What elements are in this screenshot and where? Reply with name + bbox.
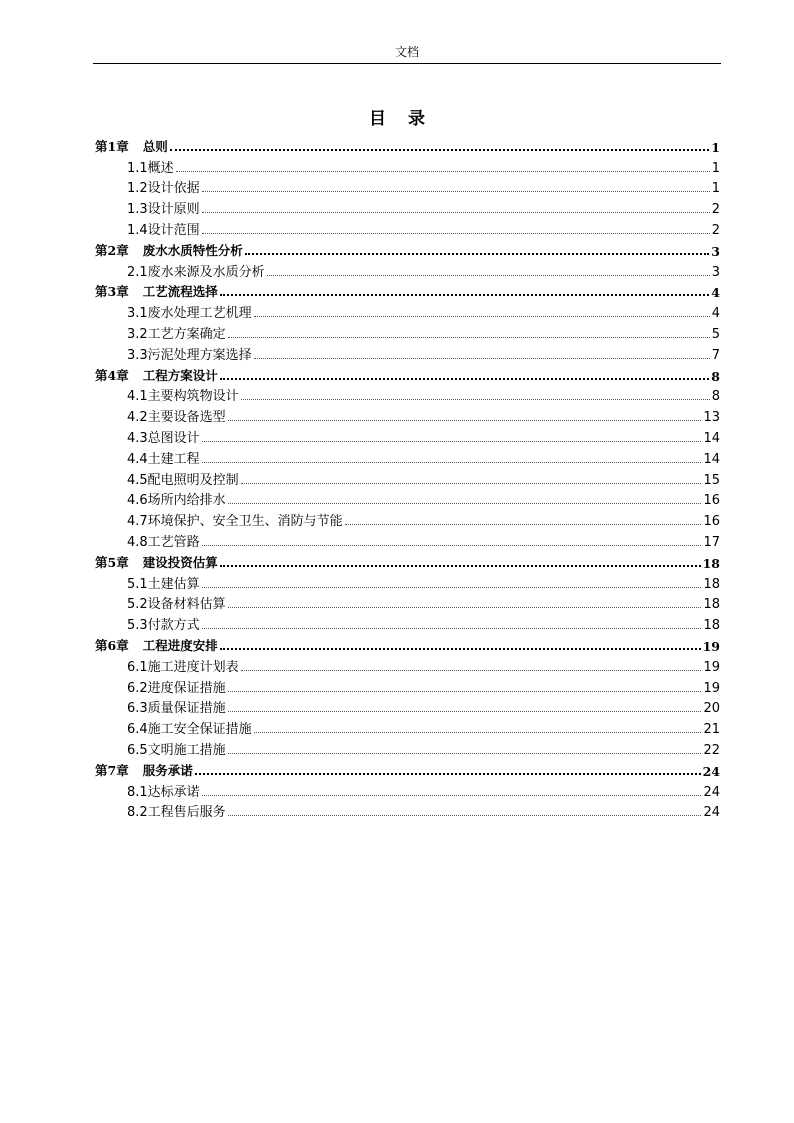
toc-page-number: 5 <box>711 326 720 342</box>
toc-dot-leader <box>220 294 710 296</box>
toc-section-entry[interactable] <box>95 196 720 217</box>
toc-dot-leader <box>228 753 702 754</box>
toc-entry-title: 1.4设计范围 <box>127 222 200 238</box>
toc-entry-title: 4.6场所内给排水 <box>127 493 226 509</box>
toc-entry-title: 4.8工艺管路 <box>127 534 200 550</box>
toc-section-entry[interactable] <box>95 592 720 613</box>
toc-page-number: 2 <box>711 222 720 238</box>
toc-dot-leader <box>202 795 702 796</box>
toc-page-number: 19 <box>702 638 720 654</box>
toc-page-number: 14 <box>703 451 720 467</box>
toc-section-entry[interactable] <box>95 696 720 717</box>
toc-dot-leader <box>170 149 710 151</box>
toc-section-entry[interactable] <box>95 508 720 529</box>
toc-dot-leader <box>228 503 702 504</box>
toc-page-number: 7 <box>711 347 720 363</box>
toc-dot-leader <box>195 773 701 775</box>
toc-page-number: 18 <box>703 618 720 634</box>
toc-chapter-number: 第6章 <box>95 637 129 653</box>
toc-page-number: 22 <box>703 742 720 758</box>
toc-page-number: 1 <box>711 160 720 176</box>
toc-chapter-entry[interactable] <box>95 758 720 779</box>
toc-dot-leader <box>245 253 710 255</box>
toc-dot-leader <box>228 815 702 816</box>
toc-page-number: 4 <box>711 285 720 301</box>
toc-entry-title: 8.1达标承诺 <box>127 784 200 800</box>
toc-entry-title: 6.3质量保证措施 <box>127 701 226 717</box>
toc-dot-leader <box>228 420 702 421</box>
toc-page-number: 8 <box>711 368 720 384</box>
toc-page-number: 19 <box>703 680 720 696</box>
toc-dot-leader <box>254 316 710 317</box>
toc-page-number: 20 <box>703 701 720 717</box>
toc-dot-leader <box>254 358 710 359</box>
toc-page-number: 17 <box>703 534 720 550</box>
toc-entry-title: 4.4土建工程 <box>127 451 200 467</box>
toc-section-entry[interactable] <box>95 654 720 675</box>
toc-entry-title: 3.2工艺方案确定 <box>127 326 226 342</box>
toc-chapter-entry[interactable] <box>95 363 720 384</box>
toc-entry-title: 工程进度安排 <box>142 637 218 653</box>
toc-section-entry[interactable] <box>95 176 720 197</box>
toc-section-entry[interactable] <box>95 467 720 488</box>
toc-chapter-number: 第3章 <box>95 284 129 300</box>
toc-entry-title: 总则 <box>142 138 168 154</box>
toc-section-entry[interactable] <box>95 612 720 633</box>
toc-chapter-number: 第7章 <box>95 762 129 778</box>
toc-entry-title: 4.5配电照明及控制 <box>127 472 239 488</box>
toc-chapter-entry[interactable] <box>95 280 720 301</box>
toc-section-entry[interactable] <box>95 446 720 467</box>
toc-dot-leader <box>228 711 702 712</box>
toc-chapter-entry[interactable] <box>95 238 720 259</box>
toc-entry-title: 6.1施工进度计划表 <box>127 659 239 675</box>
toc-chapter-number: 第4章 <box>95 367 129 383</box>
header-rule <box>93 63 721 64</box>
toc-entry-title: 工艺流程选择 <box>142 284 218 300</box>
toc-page-number: 24 <box>703 784 720 800</box>
toc-section-entry[interactable] <box>95 259 720 280</box>
toc-section-entry[interactable] <box>95 155 720 176</box>
toc-entry-title: 6.5文明施工措施 <box>127 742 226 758</box>
toc-section-entry[interactable] <box>95 529 720 550</box>
toc-entry-title: 3.3污泥处理方案选择 <box>127 347 252 363</box>
toc-dot-leader <box>241 399 710 400</box>
toc-entry-title: 建设投资估算 <box>142 554 218 570</box>
toc-dot-leader <box>345 524 702 525</box>
toc-entry-title: 8.2工程售后服务 <box>127 805 226 821</box>
toc-section-entry[interactable] <box>95 488 720 509</box>
toc-page-number: 2 <box>711 202 720 218</box>
toc-section-entry[interactable] <box>95 342 720 363</box>
toc-entry-title: 5.1土建估算 <box>127 576 200 592</box>
toc-page-number: 8 <box>711 389 720 405</box>
page-header: 文档 <box>394 45 419 59</box>
toc-section-entry[interactable] <box>95 737 720 758</box>
toc-page-number: 16 <box>703 493 720 509</box>
toc-section-entry[interactable] <box>95 217 720 238</box>
toc-entry-title: 废水水质特性分析 <box>142 242 243 258</box>
toc-dot-leader <box>220 378 710 380</box>
toc-entry-title: 1.1概述 <box>127 160 174 176</box>
toc-dot-leader <box>241 670 702 671</box>
toc-section-entry[interactable] <box>95 571 720 592</box>
toc-dot-leader <box>202 545 702 546</box>
toc-page-number: 14 <box>703 430 720 446</box>
toc-dot-leader <box>228 337 710 338</box>
toc-section-entry[interactable] <box>95 384 720 405</box>
toc-page-number: 24 <box>703 805 720 821</box>
toc-page-number: 1 <box>711 139 720 155</box>
toc-dot-leader <box>202 212 710 213</box>
toc-dot-leader <box>202 191 710 192</box>
toc-dot-leader <box>202 441 702 442</box>
toc-chapter-entry[interactable] <box>95 134 720 155</box>
toc-dot-leader <box>202 628 702 629</box>
toc-section-entry[interactable] <box>95 675 720 696</box>
toc-page-number: 18 <box>702 555 720 571</box>
toc-page-number: 3 <box>711 264 720 280</box>
toc-dot-leader <box>267 275 710 276</box>
toc-chapter-entry[interactable] <box>95 550 720 571</box>
toc-dot-leader <box>220 565 701 567</box>
toc-page-number: 18 <box>703 576 720 592</box>
toc-chapter-number: 第5章 <box>95 554 129 570</box>
toc-dot-leader <box>202 462 702 463</box>
toc-section-entry[interactable] <box>95 800 720 821</box>
toc-entry-title: 6.4施工安全保证措施 <box>127 722 252 738</box>
toc-section-entry[interactable] <box>95 321 720 342</box>
toc-entry-title: 4.2主要设备选型 <box>127 410 226 426</box>
toc-entry-title: 1.3设计原则 <box>127 202 200 218</box>
toc-entry-title: 6.2进度保证措施 <box>127 680 226 696</box>
toc-dot-leader <box>228 607 702 608</box>
toc-dot-leader <box>202 233 710 234</box>
page-title: 目录 <box>369 109 447 129</box>
toc-entry-title: 4.7环境保护、安全卫生、消防与节能 <box>127 514 343 530</box>
toc-entry-title: 4.3总图设计 <box>127 430 200 446</box>
toc-entry-title: 1.2设计依据 <box>127 181 200 197</box>
toc-dot-leader <box>241 483 702 484</box>
toc-chapter-number: 第1章 <box>95 138 129 154</box>
toc-entry-title: 5.2设备材料估算 <box>127 597 226 613</box>
toc-page-number: 13 <box>703 410 720 426</box>
toc-entry-title: 5.3付款方式 <box>127 618 200 634</box>
toc-page-number: 19 <box>703 659 720 675</box>
toc-entry-title: 2.1废水来源及水质分析 <box>127 264 265 280</box>
toc-section-entry[interactable] <box>95 779 720 800</box>
toc-chapter-entry[interactable] <box>95 633 720 654</box>
toc-page-number: 4 <box>711 306 720 322</box>
toc-section-entry[interactable] <box>95 404 720 425</box>
toc-dot-leader <box>254 732 702 733</box>
toc-page-number: 16 <box>703 514 720 530</box>
toc-entry-title: 服务承诺 <box>142 762 193 778</box>
toc-page-number: 3 <box>711 243 720 259</box>
toc-dot-leader <box>202 587 702 588</box>
toc-entry-title: 4.1主要构筑物设计 <box>127 389 239 405</box>
toc-entry-title: 工程方案设计 <box>142 367 218 383</box>
toc-dot-leader <box>220 648 701 650</box>
toc-dot-leader <box>176 171 710 172</box>
toc-page-number: 24 <box>702 763 720 779</box>
toc-entry-title: 3.1废水处理工艺机理 <box>127 306 252 322</box>
toc-dot-leader <box>228 691 702 692</box>
table-of-contents <box>95 134 720 820</box>
toc-page-number: 1 <box>711 181 720 197</box>
toc-page-number: 18 <box>703 597 720 613</box>
toc-page-number: 21 <box>703 722 720 738</box>
toc-section-entry[interactable] <box>95 716 720 737</box>
toc-chapter-number: 第2章 <box>95 242 129 258</box>
toc-page-number: 15 <box>703 472 720 488</box>
toc-section-entry[interactable] <box>95 300 720 321</box>
toc-section-entry[interactable] <box>95 425 720 446</box>
